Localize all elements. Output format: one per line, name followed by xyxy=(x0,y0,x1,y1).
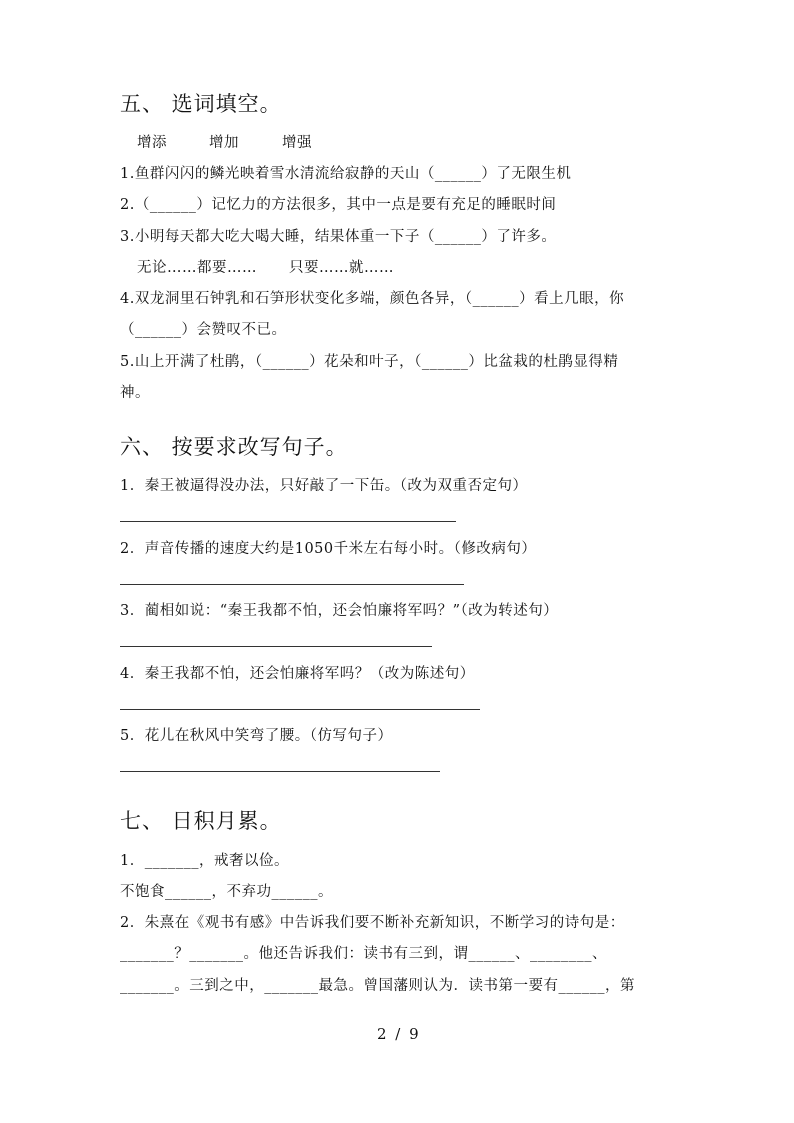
section-7-title: 七、 日积月累。 xyxy=(120,809,282,833)
question-item: 1.鱼群闪闪的鳞光映着雪水清流给寂静的天山（______）了无限生机 xyxy=(120,166,572,182)
question-item-continued: （______）会赞叹不已。 xyxy=(120,322,287,338)
word-option: 增添 xyxy=(137,135,167,151)
fill-line: 1．_______，戒奢以俭。 xyxy=(120,853,289,869)
fill-line: 2．朱熹在《观书有感》中告诉我们要不断补充新知识，不断学习的诗句是： xyxy=(120,915,625,931)
question-item: 5．花儿在秋风中笑弯了腰。（仿写句子） xyxy=(120,728,393,744)
answer-line[interactable] xyxy=(120,709,480,710)
word-option: 只要……就…… xyxy=(289,260,394,276)
section-6-title: 六、 按要求改写句子。 xyxy=(120,435,348,459)
word-option: 增强 xyxy=(282,135,312,151)
answer-line[interactable] xyxy=(120,771,440,772)
question-item: 3．蔺相如说：“秦王我都不怕，还会怕廉将军吗？”（改为转述句） xyxy=(120,603,559,619)
word-option: 无论……都要…… xyxy=(137,260,257,276)
question-item: 2.（______）记忆力的方法很多，其中一点是要有充足的睡眠时间 xyxy=(120,197,557,213)
fill-line: 不饱食______，不弃功______。 xyxy=(120,884,333,900)
answer-line[interactable] xyxy=(120,646,432,647)
question-item: 5.山上开满了杜鹃，（______）花朵和叶子，（______）比盆栽的杜鹃显得精 xyxy=(120,354,619,370)
question-item-continued: 神。 xyxy=(120,385,150,401)
answer-line[interactable] xyxy=(120,521,456,522)
question-item: 2．声音传播的速度大约是1050千米左右每小时。（修改病句） xyxy=(120,541,537,557)
answer-line[interactable] xyxy=(120,584,464,585)
page-number: 2 / 9 xyxy=(377,1025,421,1043)
fill-line: _______？_______。他还告诉我们：读书有三到，谓______、________、 xyxy=(120,946,607,962)
question-item: 3.小明每天都大吃大喝大睡，结果体重一下子（______）了许多。 xyxy=(120,229,557,245)
section-5-title: 五、 选词填空。 xyxy=(120,92,282,116)
question-item: 4.双龙洞里石钟乳和石笋形状变化多端，颜色各异，（______）看上几眼，你 xyxy=(120,291,625,307)
word-option: 增加 xyxy=(209,135,239,151)
question-item: 4．秦王我都不怕，还会怕廉将军吗？（改为陈述句） xyxy=(120,666,475,682)
question-item: 1．秦王被逼得没办法，只好敲了一下缶。（改为双重否定句） xyxy=(120,478,528,494)
fill-line: _______。三到之中，_______最急。曾国藩则认为．读书第一要有______，第 xyxy=(120,978,635,994)
